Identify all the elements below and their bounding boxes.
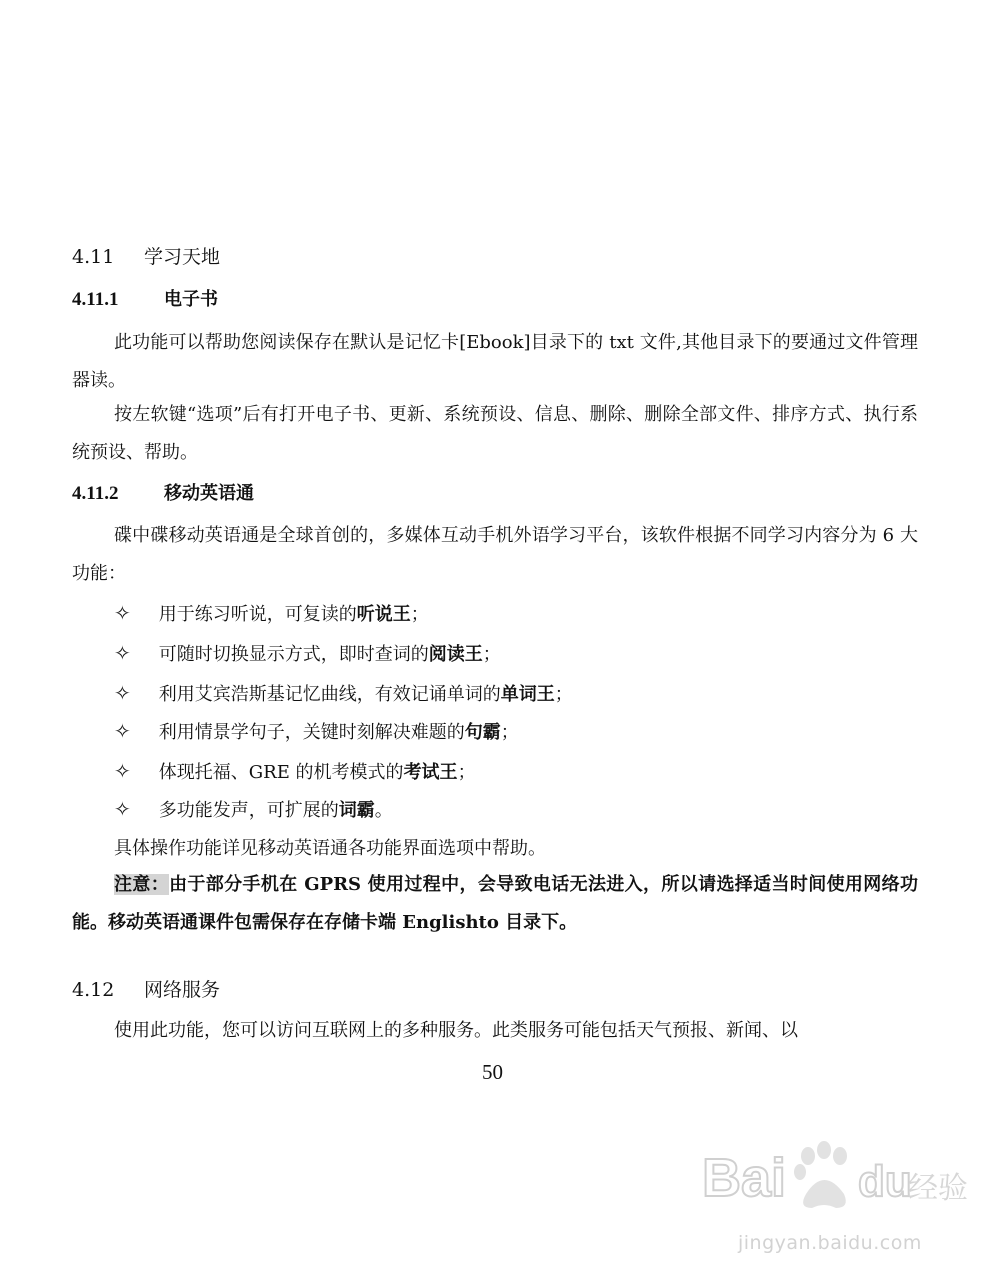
feature-end: ；	[554, 684, 573, 705]
feature-name: 听说王	[356, 604, 411, 625]
feature-text: 用于练习听说，可复读的	[158, 604, 357, 625]
feature-text: 多功能发声，可扩展的	[158, 800, 339, 821]
feature-end: 。	[374, 800, 393, 821]
sparkle-bullet-icon: ✧	[114, 797, 131, 821]
section-title: 学习天地	[144, 246, 221, 268]
feature-list-item	[114, 600, 429, 626]
subsection-number: 4.11.2	[72, 483, 119, 504]
watermark-logo-text-bai: Bai	[702, 1148, 787, 1208]
subsection-heading-4-11-1	[72, 285, 218, 311]
feature-name: 阅读王	[428, 644, 483, 665]
ebook-paragraph-2: 按左软键“选项”后有打开电子书、更新、系统预设、信息、删除、删除全部文件、排序方式、执行系统预设、帮助。	[72, 404, 918, 463]
subsection-number: 4.11.1	[72, 289, 119, 310]
watermark-logo-text-du: du	[858, 1157, 912, 1206]
feature-list-item	[114, 680, 573, 706]
feature-name: 单词王	[500, 684, 555, 705]
watermark-logo-text-cn: 经验	[908, 1171, 968, 1206]
subsection-heading-4-11-2	[72, 479, 254, 505]
ebook-paragraph-1: 此功能可以帮助您阅读保存在默认是记忆卡[Ebook]目录下的 txt 文件,其他目录下的要通过文件管理器读。	[72, 332, 918, 391]
feature-list-item	[114, 640, 501, 666]
feature-text: 可随时切换显示方式，即时查词的	[158, 644, 429, 665]
subsection-title: 移动英语通	[164, 483, 254, 504]
page-number: 50	[482, 1060, 503, 1084]
feature-list-item	[114, 718, 519, 744]
section-title: 网络服务	[144, 979, 221, 1001]
feature-list-item	[114, 758, 476, 784]
notice-paragraph	[72, 866, 918, 942]
feature-name: 考试王	[403, 762, 458, 783]
sparkle-bullet-icon: ✧	[114, 681, 131, 705]
notice-label: 注意：	[114, 874, 170, 895]
feature-name: 句霸	[464, 722, 501, 743]
watermark-url: jingyan.baidu.com	[738, 1232, 922, 1254]
feature-text: 利用艾宾浩斯基记忆曲线，有效记诵单词的	[158, 684, 501, 705]
paw-icon	[794, 1141, 847, 1208]
feature-end: ；	[500, 722, 519, 743]
notice-text: 由于部分手机在 GPRS 使用过程中，会导致电话无法进入，所以请选择适当时间使用网络功能。移动英语通课件包需保存在存储卡端 Englishto 目录下。	[72, 874, 918, 933]
feature-list-item	[114, 796, 393, 822]
feature-end: ；	[482, 644, 501, 665]
baidu-watermark-logo-icon	[700, 1130, 970, 1240]
sparkle-bullet-icon: ✧	[114, 601, 131, 625]
english-detail-line: 具体操作功能详见移动英语通各功能界面选项中帮助。	[114, 838, 546, 859]
section-heading-4-12	[72, 975, 220, 1002]
feature-text: 体现托福、GRE 的机考模式的	[158, 762, 404, 783]
section-number: 4.11	[72, 246, 115, 268]
network-paragraph: 使用此功能，您可以访问互联网上的多种服务。此类服务可能包括天气预报、新闻、以	[114, 1020, 798, 1041]
section-number: 4.12	[72, 979, 115, 1001]
feature-end: ；	[457, 762, 476, 783]
section-heading-4-11	[72, 242, 220, 269]
feature-text: 利用情景学句子，关键时刻解决难题的	[158, 722, 465, 743]
sparkle-bullet-icon: ✧	[114, 719, 131, 743]
sparkle-bullet-icon: ✧	[114, 641, 131, 665]
english-intro-paragraph: 碟中碟移动英语通是全球首创的，多媒体互动手机外语学习平台，该软件根据不同学习内容分为 6 大功能：	[72, 525, 918, 584]
feature-name: 词霸	[338, 800, 375, 821]
baidu-jingyan-watermark	[700, 1130, 970, 1240]
subsection-title: 电子书	[164, 289, 218, 310]
feature-end: ；	[410, 604, 429, 625]
sparkle-bullet-icon: ✧	[114, 759, 131, 783]
